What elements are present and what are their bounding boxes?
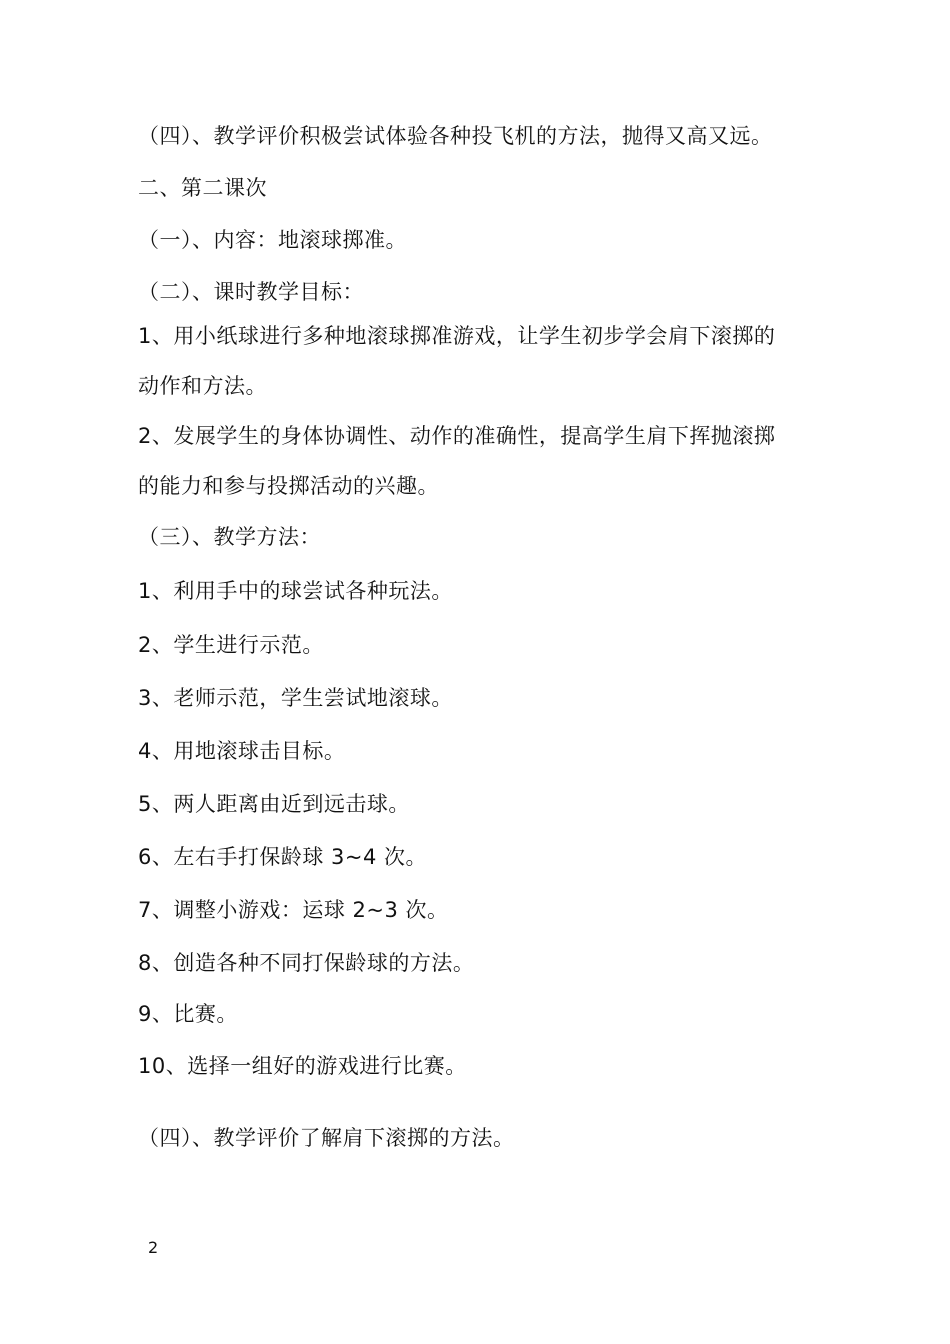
section-heading: 二、第二课次 [138, 176, 267, 200]
list-item: 8、创造各种不同打保龄球的方法。 [138, 951, 475, 975]
list-item: 3、老师示范，学生尝试地滚球。 [138, 686, 453, 710]
text-line: （三）、教学方法： [138, 525, 321, 549]
text-line: 1、用小纸球进行多种地滚球掷准游戏，让学生初步学会肩下滚掷的 [138, 324, 776, 348]
text-line: 的能力和参与投掷活动的兴趣。 [138, 474, 439, 498]
text-line: （四）、教学评价积极尝试体验各种投飞机的方法，抛得又高又远。 [138, 124, 773, 148]
list-item: 2、学生进行示范。 [138, 633, 324, 657]
text-line: （一）、内容：地滚球掷准。 [138, 228, 407, 252]
list-item: 9、比赛。 [138, 1002, 238, 1026]
text-line: （四）、教学评价了解肩下滚掷的方法。 [138, 1126, 515, 1150]
list-item: 5、两人距离由近到远击球。 [138, 792, 410, 816]
list-item: 1、利用手中的球尝试各种玩法。 [138, 579, 453, 603]
list-item: 10、选择一组好的游戏进行比赛。 [138, 1054, 467, 1078]
text-line: 2、发展学生的身体协调性、动作的准确性，提高学生肩下挥抛滚掷 [138, 424, 776, 448]
page-number: 2 [148, 1238, 159, 1257]
list-item: 4、用地滚球击目标。 [138, 739, 346, 763]
text-line: （二）、课时教学目标： [138, 280, 364, 304]
text-line: 动作和方法。 [138, 374, 267, 398]
list-item: 7、调整小游戏：运球 2~3 次。 [138, 898, 449, 922]
list-item: 6、左右手打保龄球 3~4 次。 [138, 845, 428, 869]
